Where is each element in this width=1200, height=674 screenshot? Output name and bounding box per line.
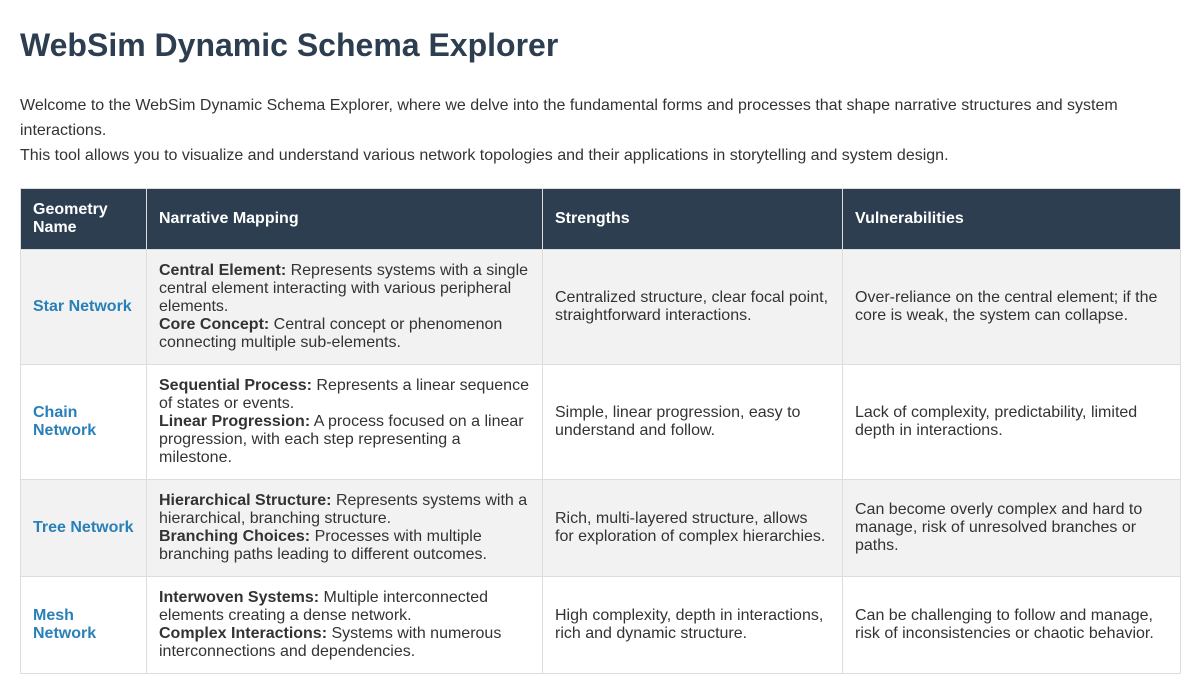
geometry-name[interactable]: Star Network [21, 250, 147, 365]
vulnerabilities: Lack of complexity, predictability, limited depth in interactions. [843, 365, 1181, 480]
narrative-mapping [147, 250, 543, 365]
table-row [21, 480, 1181, 577]
mapping-value: Systems with numerous interconnections and dependencies. [159, 625, 502, 660]
mapping-key: Branching Choices: [159, 528, 311, 545]
mapping-value: Multiple interconnected elements creating a dense network. [159, 589, 489, 624]
mapping-value: Represents systems with a single central element interacting with various peripheral elements. [159, 262, 529, 315]
narrative-mapping [147, 480, 543, 577]
mapping-value: A process focused on a linear progression, with each step representing a milestone. [159, 413, 524, 466]
page-title: WebSim Dynamic Schema Explorer [20, 27, 559, 63]
mapping-value: Processes with multiple branching paths leading to different outcomes. [159, 528, 487, 563]
table-row [21, 365, 1181, 480]
mapping-key: Core Concept: [159, 316, 270, 333]
mapping-value: Central concept or phenomenon connecting multiple sub-elements. [159, 316, 503, 351]
narrative-mapping [147, 577, 543, 674]
vulnerabilities: Can be challenging to follow and manage, risk of inconsistencies or chaotic behavior. [843, 577, 1181, 674]
strengths: Simple, linear progression, easy to understand and follow. [543, 365, 843, 480]
geometry-name[interactable]: Chain Network [21, 365, 147, 480]
table-header-row [21, 189, 1181, 250]
strengths: Rich, multi-layered structure, allows for exploration of complex hierarchies. [543, 480, 843, 577]
intro-line-2: This tool allows you to visualize and understand various network topologies and their applications in storytelling and system design. [20, 147, 949, 164]
mapping-value: Represents systems with a hierarchical, branching structure. [159, 492, 528, 527]
header-vulnerabilities: Vulnerabilities [843, 189, 1181, 250]
narrative-mapping [147, 365, 543, 480]
strengths: Centralized structure, clear focal point, straightforward interactions. [543, 250, 843, 365]
geometry-name[interactable]: Tree Network [21, 480, 147, 577]
vulnerabilities: Can become overly complex and hard to manage, risk of unresolved branches or paths. [843, 480, 1181, 577]
table-row [21, 250, 1181, 365]
geometry-name[interactable]: Mesh Network [21, 577, 147, 674]
table-row [21, 577, 1181, 674]
header-strengths: Strengths [543, 189, 843, 250]
mapping-value: Represents a linear sequence of states or events. [159, 377, 529, 412]
mapping-key: Sequential Process: [159, 377, 312, 394]
vulnerabilities: Over-reliance on the central element; if the core is weak, the system can collapse. [843, 250, 1181, 365]
header-geometry-name: Geometry Name [21, 189, 147, 250]
mapping-key: Hierarchical Structure: [159, 492, 332, 509]
intro-text [20, 93, 1180, 168]
schema-table [20, 188, 1181, 674]
mapping-key: Central Element: [159, 262, 287, 279]
mapping-key: Interwoven Systems: [159, 589, 320, 606]
intro-line-1: Welcome to the WebSim Dynamic Schema Explorer, where we delve into the fundamental forms and processes that shape narrative structures and system interactions. [20, 97, 1118, 139]
mapping-key: Linear Progression: [159, 413, 311, 430]
strengths: High complexity, depth in interactions, rich and dynamic structure. [543, 577, 843, 674]
header-narrative-mapping: Narrative Mapping [147, 189, 543, 250]
mapping-key: Complex Interactions: [159, 625, 328, 642]
